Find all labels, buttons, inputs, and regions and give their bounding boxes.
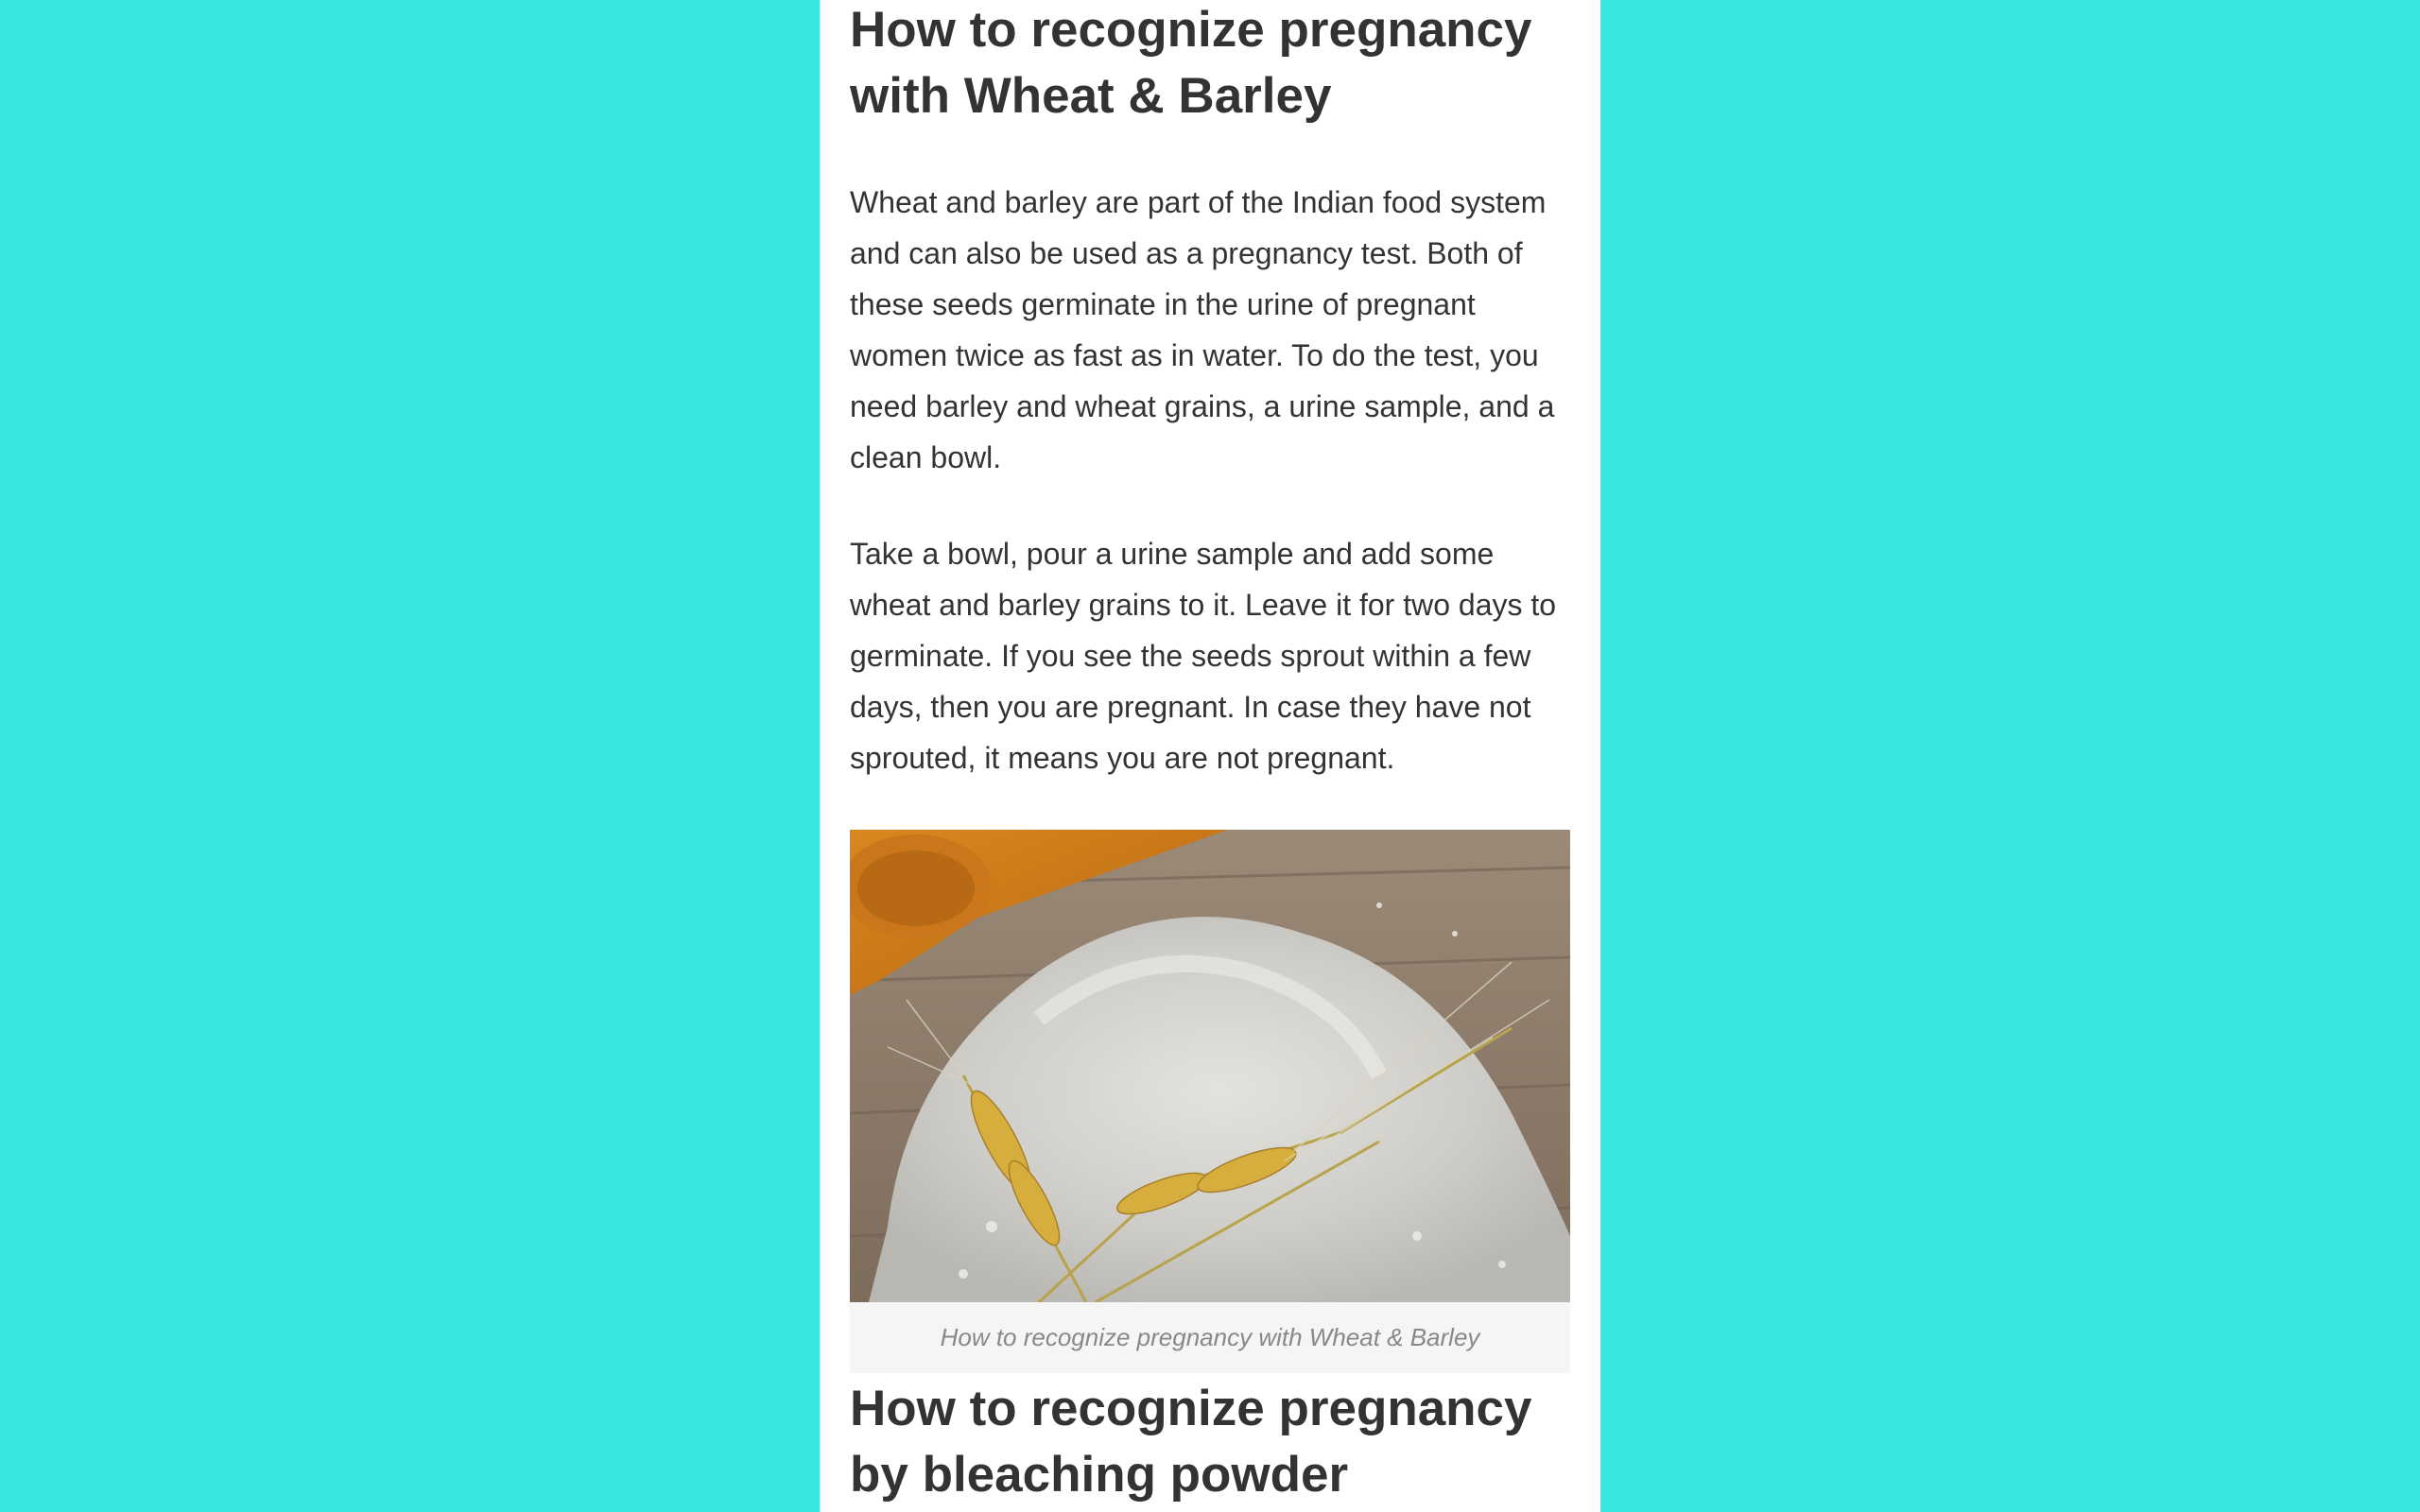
paragraph-method: Take a bowl, pour a urine sample and add some wheat and barley grains to it. Leave it for two days to germinate. If you see the seeds sprout within a few days, then you are pregnant. In case they have not sprouted, it means you are not pregnant.	[850, 537, 1557, 775]
section-heading-bleaching-powder: How to recognize pregnancy by bleaching powder	[850, 1381, 1532, 1503]
wheat-flour-photo	[850, 830, 1570, 1302]
section-heading-wheat-barley: How to recognize pregnancy with Wheat & Barley	[850, 2, 1532, 124]
image-caption: How to recognize pregnancy with Wheat & Barley	[850, 1302, 1570, 1373]
paragraph-intro: Wheat and barley are part of the Indian food system and can also be used as a pregnancy test. Both of these seeds germinate in the urine of pregnant women twice as fast as in water. To do the test, you need barley and wheat grains, a urine sample, and a clean bowl.	[850, 185, 1555, 474]
article-column	[820, 0, 1600, 1512]
article-figure	[850, 830, 1570, 1373]
